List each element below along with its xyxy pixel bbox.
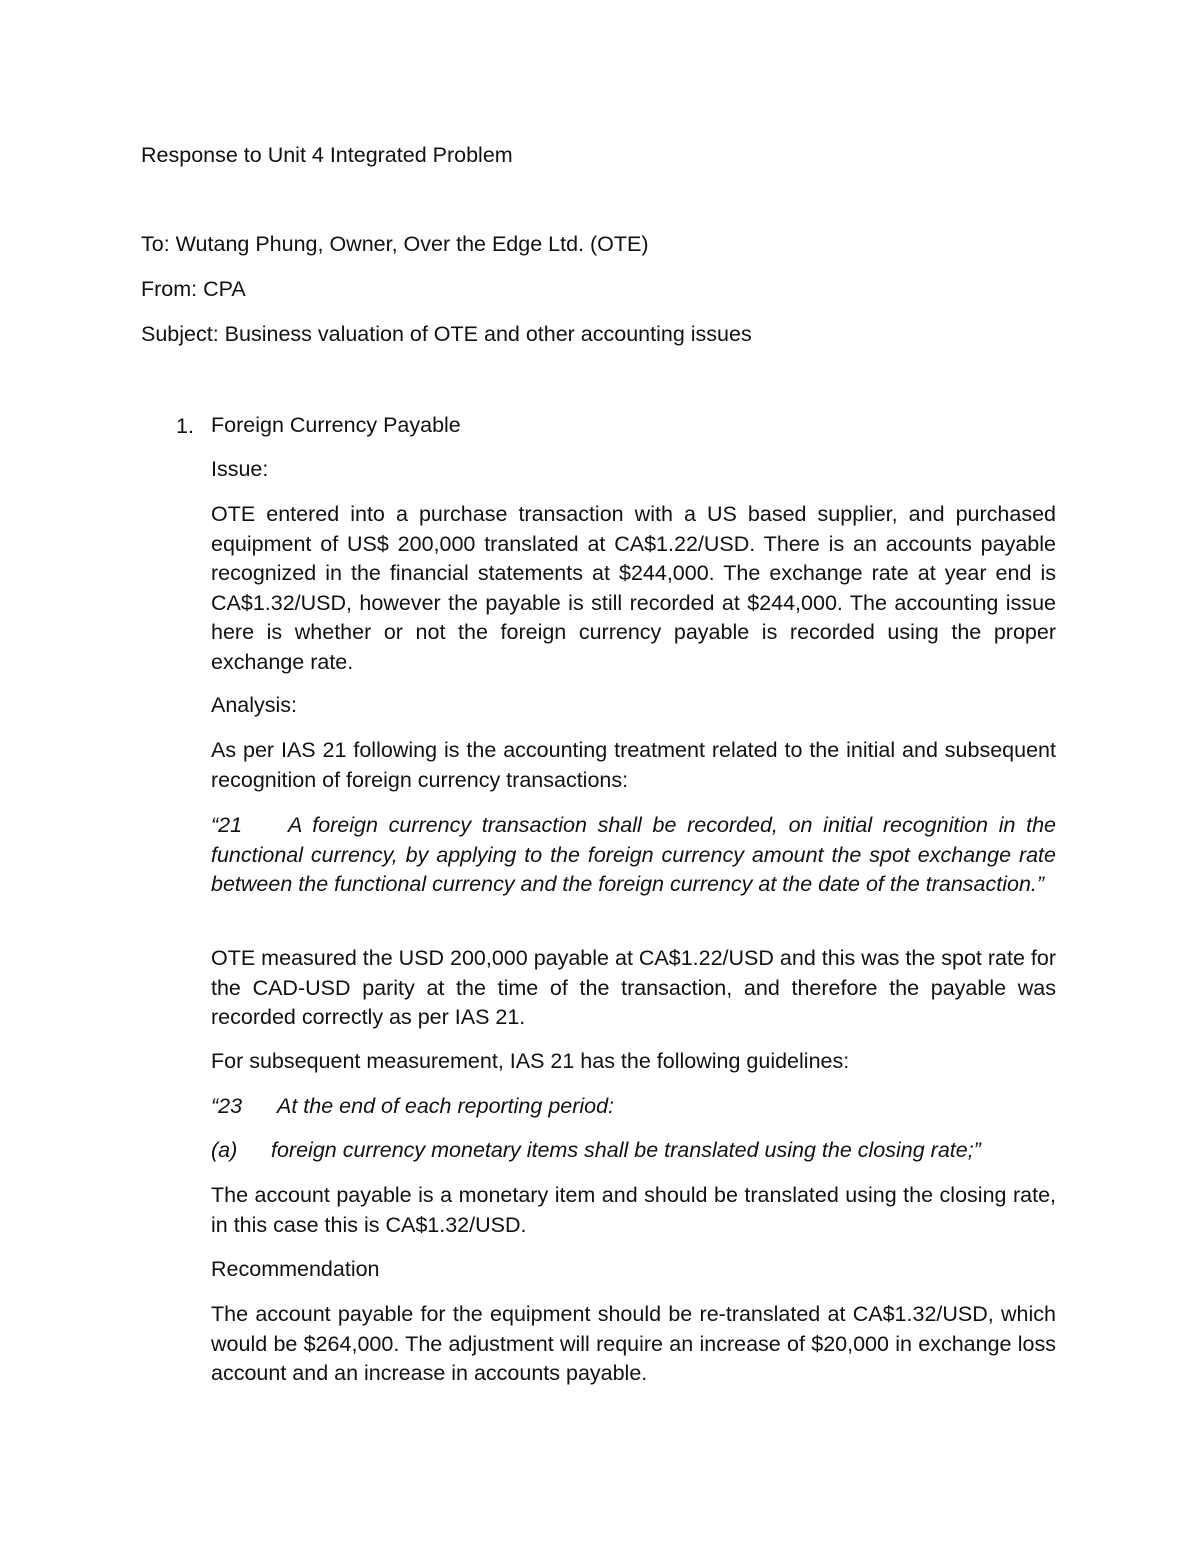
analysis-label: Analysis: [211,693,298,717]
issue-paragraph: OTE entered into a purchase transaction with a US based supplier, and purchased equipment of US$ 200,000 translated at CA$1.22/USD. There is an accounts payable recognized in the financial statements at $244,000. The exchange rate at year end is CA$1.32/USD, however the payable is still recorded at $244,000. The accounting issue here is whether or not the foreign currency payable is recorded using the proper exchange rate. [211,502,1056,674]
memo-to: To: Wutang Phung, Owner, Over the Edge Ltd. (OTE) [141,232,649,256]
memo-title: Response to Unit 4 Integrated Problem [141,143,513,167]
quote-item-label: (a) [211,1138,238,1162]
analysis-paragraph-3: The account payable is a monetary item and should be translated using the closing rate, in this case this is CA$1.32/USD. [211,1183,1056,1237]
quote-text: A foreign currency transaction shall be recorded, on initial recognition in the functional currency, by applying to the foreign currency amount the spot exchange rate between the functional currency and the foreign currency at the date of the transaction.” [211,813,1056,896]
ias21-quote-21 [211,811,1056,900]
analysis-paragraph-2: OTE measured the USD 200,000 payable at CA$1.22/USD and this was the spot rate for the CAD-USD parity at the time of the transaction, and therefore the payable was recorded correctly as per IAS 21. [211,946,1056,1029]
memo-from: From: CPA [141,277,246,301]
analysis-intro-paragraph: As per IAS 21 following is the accounting treatment related to the initial and subsequent recognition of foreign currency transactions: [211,738,1056,792]
ias21-quote-23a [211,1136,1056,1166]
issue-label: Issue: [211,457,269,481]
quote-text: At the end of each reporting period: [277,1094,615,1118]
ias21-quote-23 [211,1092,1056,1122]
memo-subject: Subject: Business valuation of OTE and other accounting issues [141,322,752,346]
recommendation-label: Recommendation [211,1257,380,1281]
section-heading: Foreign Currency Payable [211,413,461,437]
recommendation-paragraph: The account payable for the equipment should be re-translated at CA$1.32/USD, which would be $264,000. The adjustment will require an increase of $20,000 in exchange loss account and an increase in accounts payable. [211,1302,1056,1385]
quote-text: foreign currency monetary items shall be translated using the closing rate;” [271,1138,981,1162]
quote-number: “23 [211,1094,243,1118]
quote-number: “21 [211,813,243,837]
subsequent-measurement-intro: For subsequent measurement, IAS 21 has the following guidelines: [211,1049,850,1073]
list-number: 1. [176,414,194,438]
